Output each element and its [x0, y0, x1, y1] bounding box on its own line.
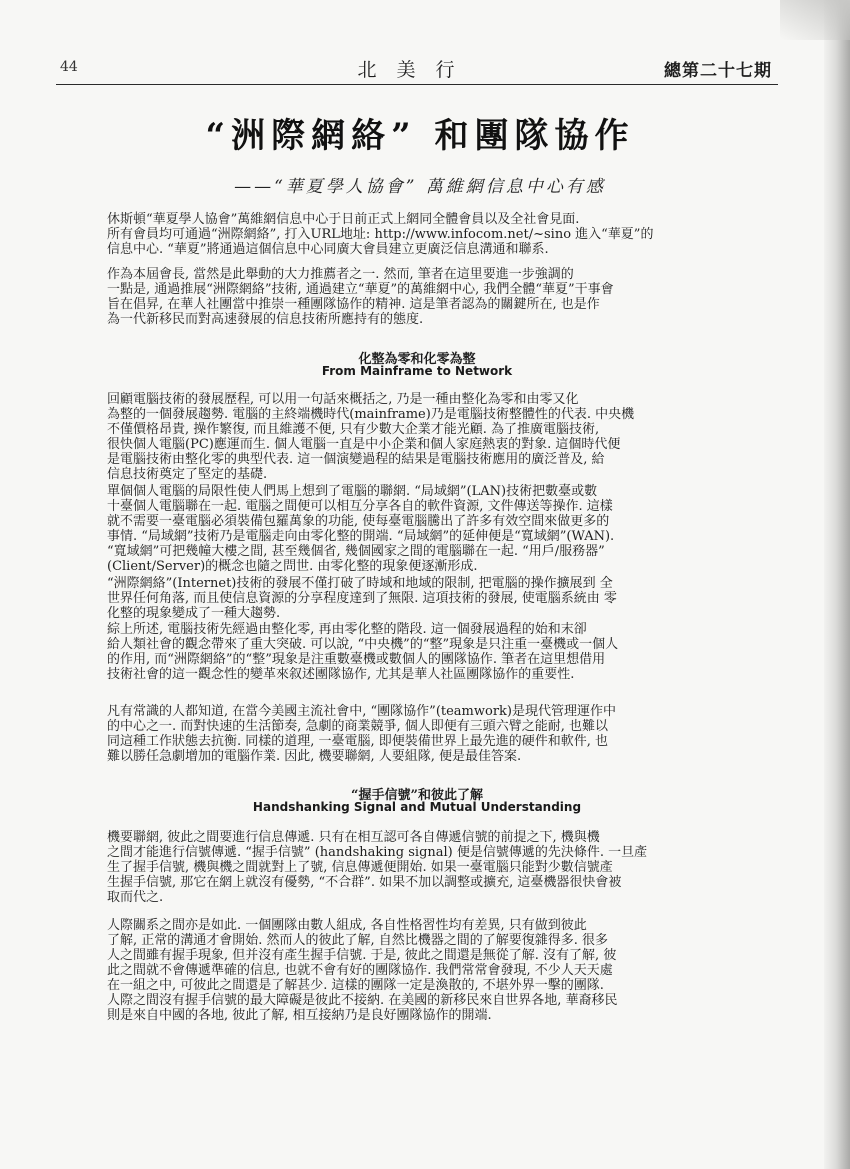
section1-paragraph-5: 凡有常識的人都知道, 在當今美國主流社會中, “團隊協作”(teamwork)是現代管理運作中 的中心之一. 而對快速的生活節奏, 急劇的商業競爭, 個人即便有三頭六臂之能耐, 也難以 同這種工作狀態去抗衡. 同樣的道理, 一臺電腦, 即便裝備世界上最先進的硬件和軟件, 也 難以勝任急劇增加的電腦作業. 因此, 機要聯網, 人要組隊, 便是最佳答案. [107, 704, 617, 764]
header-rule [56, 84, 778, 85]
section1-heading-en: From Mainframe to Network [321, 364, 513, 378]
section2-heading-en: Handshanking Signal and Mutual Understanding [252, 800, 582, 814]
scan-shadow-corner [780, 0, 850, 40]
section1-heading-zh: 化整為零和化零為整 [358, 352, 476, 367]
page-number: 44 [60, 59, 78, 75]
section1-paragraph-4: 綜上所述, 電腦技術先經過由整化零, 再由零化整的階段. 這一個發展過程的始和末卻 給人類社會的觀念帶來了重大突破. 可以說, “中央機”的“整”現象是只注重一臺機或一個人 的作用, 而“洲際網絡”的“整”現象是注重數臺機或數個人的團隊協作. 筆者在這里想借用 技術社會的這一觀念性的變革來叙述團隊協作, 尤其是華人社區團隊協作的重要性. [107, 622, 619, 682]
section1-paragraph-1: 回顧電腦技術的發展歷程, 可以用一句話來概括之, 乃是一種由整化為零和由零又化 為整的一個發展趨勢. 電腦的主終端機時代(mainframe)乃是電腦技術整體性的代表. 中央機 不僅價格昂貴, 操作繁復, 而且維護不便, 只有少數大企業才能光顧. 為了推廣電腦技術, 很快個人電腦(PC)應運而生. 個人電腦一直是中小企業和個人家庭熱衷的對象. 這個時代便 是電腦技術由整化零的典型代表. 這一個演變過程的結果是電腦技術應用的廣泛普及, 給 信息技術奠定了堅定的基礎. [107, 392, 635, 482]
section1-paragraph-3: “洲際網絡”(Internet)技術的發展不僅打破了時域和地域的限制, 把電腦的操作擴展到 全 世界任何角落, 而且使信息資源的分享程度達到了無限. 這項技術的發展, 使電腦系統由 零 化整的現象變成了一種大趨勢. [107, 576, 617, 621]
intro-paragraph-2: 作為本屆會長, 當然是此舉動的大力推薦者之一. 然而, 筆者在這里要進一步強調的 一點是, 通過推展“洲際網絡”技術, 通過建立“華夏”的萬維網中心, 我們全體“華夏”干事會 旨在倡昇, 在華人社團當中推崇一種團隊協作的精神. 這是筆者認為的關鍵所在, 也是作 為一代新移民而對高速發展的信息技術所應持有的態度. [107, 267, 614, 327]
page-header [60, 55, 772, 85]
intro-paragraph-1: 休斯頓“華夏學人協會”萬維網信息中心于日前正式上網同全體會員以及全社會見面. 所有會員均可通過“洲際網絡”, 打入URL地址: http://www.infocom.net/~sino 進入“華夏”的 信息中心. “華夏”將通過這個信息中心同廣大會員建立更廣泛信息溝通和聯系. [107, 212, 654, 257]
scan-shadow-edge [824, 0, 850, 1169]
article-title: “洲際網絡” 和團隊協作 [205, 116, 635, 156]
section2-paragraph-2: 人際關系之間亦是如此. 一個團隊由數人組成, 各自性格習性均有差異, 只有做到彼此 了解, 正常的溝通才會開始. 然而人的彼此了解, 自然比機器之間的了解要復雜得多. 很多 人之間雖有握手現象, 但并沒有產生握手信號. 于是, 彼此之間還是無從了解. 沒有了解, 彼 此之間就不會傳遞準確的信息, 也就不會有好的團隊協作. 我們常常會發現, 不少人天天處 在一組之中, 可彼此之間還是了解甚少. 這樣的團隊一定是渙散的, 不堪外界一擊的團隊. 人際之間沒有握手信號的最大障礙是彼此不接納. 在美國的新移民來自世界各地, 華裔移民 則是來自中國的各地, 彼此了解, 相互接納乃是良好團隊協作的開端. [107, 918, 618, 1023]
running-title: 北美行 [357, 59, 475, 81]
issue-number: 總第二十七期 [664, 61, 772, 81]
section2-paragraph-1: 機要聯網, 彼此之間要進行信息傳遞. 只有在相互認可各自傳遞信號的前提之下, 機與機 之間才能進行信號傳遞. “握手信號” (handshaking signal) 便是信號傳遞的先決條件. 一旦產 生了握手信號, 機與機之間就對上了號, 信息傳遞便開始. 如果一臺電腦只能對少數信號產 生握手信號, 那它在網上就沒有優勢, “不合群”. 如果不加以調整或擴充, 這臺機器很快會被 取而代之. [107, 830, 648, 905]
section2-heading-zh: “握手信號”和彼此了解 [351, 788, 483, 803]
section1-paragraph-2: 單個個人電腦的局限性使人們馬上想到了電腦的聯網. “局域網”(LAN)技術把數臺或數 十臺個人電腦聯在一起. 電腦之間便可以相互分享各自的軟件資源, 文件傳送等操作. 這樣 就不需要一臺電腦必須裝備包羅萬象的功能, 使每臺電腦騰出了許多有效空間來做更多的 事情. “局域網”技術乃是電腦走向由零化整的開端. “局域網”的延伸便是“寬域網”(WAN). “寬域網”可把幾幢大樓之間, 甚至幾個省, 幾個國家之間的電腦聯在一起. “用戶/服務器” (Client/Server)的概念也隨之問世. 由零化整的現象便逐漸形成. [107, 484, 615, 574]
article-subtitle: ——“華夏學人協會” 萬維網信息中心有感 [234, 177, 606, 197]
